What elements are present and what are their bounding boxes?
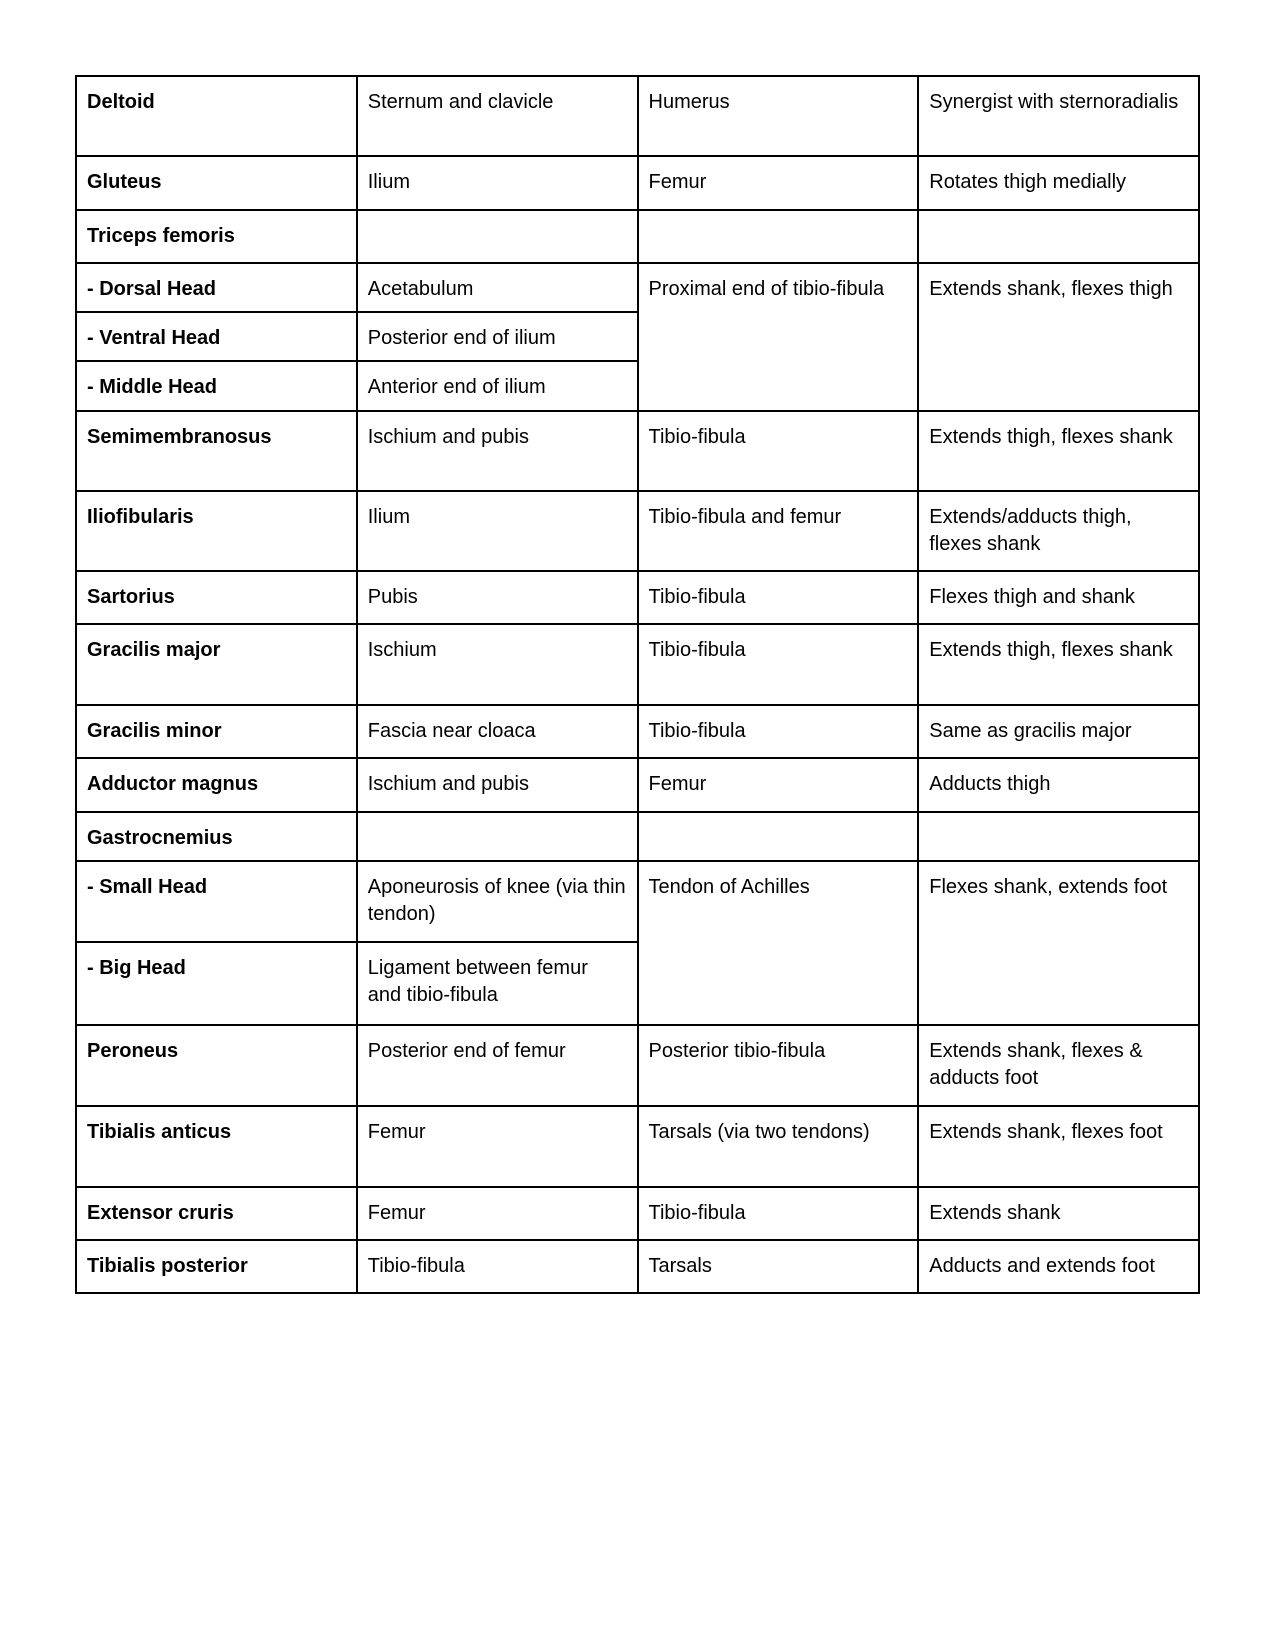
- muscle-insertion: Proximal end of tibio-fibula: [638, 263, 919, 411]
- muscle-insertion: Femur: [638, 758, 919, 812]
- muscle-insertion: Humerus: [638, 76, 919, 156]
- muscle-name: Semimembranosus: [76, 411, 357, 491]
- muscle-origin: Posterior end of femur: [357, 1025, 638, 1106]
- muscle-insertion: Tibio-fibula: [638, 624, 919, 705]
- muscle-name: Deltoid: [76, 76, 357, 156]
- table-row: [76, 861, 1199, 942]
- muscle-table: [75, 75, 1200, 1294]
- muscle-name: Triceps femoris: [76, 210, 357, 263]
- table-row: [76, 1025, 1199, 1106]
- muscle-insertion: Tibio-fibula: [638, 411, 919, 491]
- muscle-insertion: Posterior tibio-fibula: [638, 1025, 919, 1106]
- muscle-name: Tibialis anticus: [76, 1106, 357, 1187]
- muscle-name: Extensor cruris: [76, 1187, 357, 1240]
- muscle-name: Gracilis minor: [76, 705, 357, 758]
- muscle-action: Adducts and extends foot: [918, 1240, 1199, 1293]
- muscle-origin: Sternum and clavicle: [357, 76, 638, 156]
- muscle-name: Gracilis major: [76, 624, 357, 705]
- muscle-action: Extends/adducts thigh, flexes shank: [918, 491, 1199, 571]
- table-row: [76, 263, 1199, 312]
- table-row: [76, 76, 1199, 156]
- muscle-name: Iliofibularis: [76, 491, 357, 571]
- muscle-origin: Acetabulum: [357, 263, 638, 312]
- muscle-origin: Posterior end of ilium: [357, 312, 638, 361]
- table-row: [76, 156, 1199, 210]
- muscle-name: Sartorius: [76, 571, 357, 624]
- muscle-action: Same as gracilis major: [918, 705, 1199, 758]
- muscle-insertion: Tibio-fibula: [638, 571, 919, 624]
- muscle-action: Extends thigh, flexes shank: [918, 624, 1199, 705]
- muscle-origin: Anterior end of ilium: [357, 361, 638, 411]
- table-row: [76, 210, 1199, 263]
- muscle-origin: [357, 812, 638, 861]
- muscle-action: Extends shank: [918, 1187, 1199, 1240]
- muscle-action: Flexes thigh and shank: [918, 571, 1199, 624]
- muscle-insertion: Tarsals (via two tendons): [638, 1106, 919, 1187]
- muscle-origin: [357, 210, 638, 263]
- muscle-action: Extends shank, flexes thigh: [918, 263, 1199, 411]
- muscle-origin: Ischium and pubis: [357, 758, 638, 812]
- muscle-origin: Femur: [357, 1106, 638, 1187]
- muscle-action: Flexes shank, extends foot: [918, 861, 1199, 1025]
- muscle-action: [918, 812, 1199, 861]
- muscle-origin: Ischium: [357, 624, 638, 705]
- muscle-name: - Middle Head: [76, 361, 357, 411]
- muscle-insertion: Tendon of Achilles: [638, 861, 919, 1025]
- muscle-name: Tibialis posterior: [76, 1240, 357, 1293]
- muscle-action: [918, 210, 1199, 263]
- muscle-origin: Pubis: [357, 571, 638, 624]
- muscle-insertion: Tibio-fibula and femur: [638, 491, 919, 571]
- muscle-origin: Ilium: [357, 156, 638, 210]
- muscle-origin: Aponeurosis of knee (via thin tendon): [357, 861, 638, 942]
- muscle-origin: Ligament between femur and tibio-fibula: [357, 942, 638, 1025]
- muscle-origin: Ischium and pubis: [357, 411, 638, 491]
- table-row: [76, 571, 1199, 624]
- muscle-name: - Dorsal Head: [76, 263, 357, 312]
- table-row: [76, 812, 1199, 861]
- muscle-name: - Ventral Head: [76, 312, 357, 361]
- table-row: [76, 758, 1199, 812]
- muscle-insertion: [638, 812, 919, 861]
- muscle-name: Peroneus: [76, 1025, 357, 1106]
- muscle-insertion: Tarsals: [638, 1240, 919, 1293]
- muscle-name: Gastrocnemius: [76, 812, 357, 861]
- muscle-name: Adductor magnus: [76, 758, 357, 812]
- muscle-action: Extends thigh, flexes shank: [918, 411, 1199, 491]
- muscle-action: Synergist with sternoradialis: [918, 76, 1199, 156]
- muscle-action: Adducts thigh: [918, 758, 1199, 812]
- muscle-name: - Small Head: [76, 861, 357, 942]
- table-row: [76, 1240, 1199, 1293]
- muscle-action: Rotates thigh medially: [918, 156, 1199, 210]
- muscle-origin: Femur: [357, 1187, 638, 1240]
- table-row: [76, 705, 1199, 758]
- muscle-origin: Ilium: [357, 491, 638, 571]
- muscle-action: Extends shank, flexes foot: [918, 1106, 1199, 1187]
- table-row: [76, 491, 1199, 571]
- muscle-origin: Fascia near cloaca: [357, 705, 638, 758]
- table-row: [76, 1106, 1199, 1187]
- muscle-name: - Big Head: [76, 942, 357, 1025]
- table-row: [76, 624, 1199, 705]
- table-row: [76, 411, 1199, 491]
- muscle-insertion: [638, 210, 919, 263]
- table-row: [76, 1187, 1199, 1240]
- muscle-name: Gluteus: [76, 156, 357, 210]
- muscle-insertion: Tibio-fibula: [638, 705, 919, 758]
- muscle-origin: Tibio-fibula: [357, 1240, 638, 1293]
- muscle-action: Extends shank, flexes & adducts foot: [918, 1025, 1199, 1106]
- muscle-insertion: Tibio-fibula: [638, 1187, 919, 1240]
- muscle-insertion: Femur: [638, 156, 919, 210]
